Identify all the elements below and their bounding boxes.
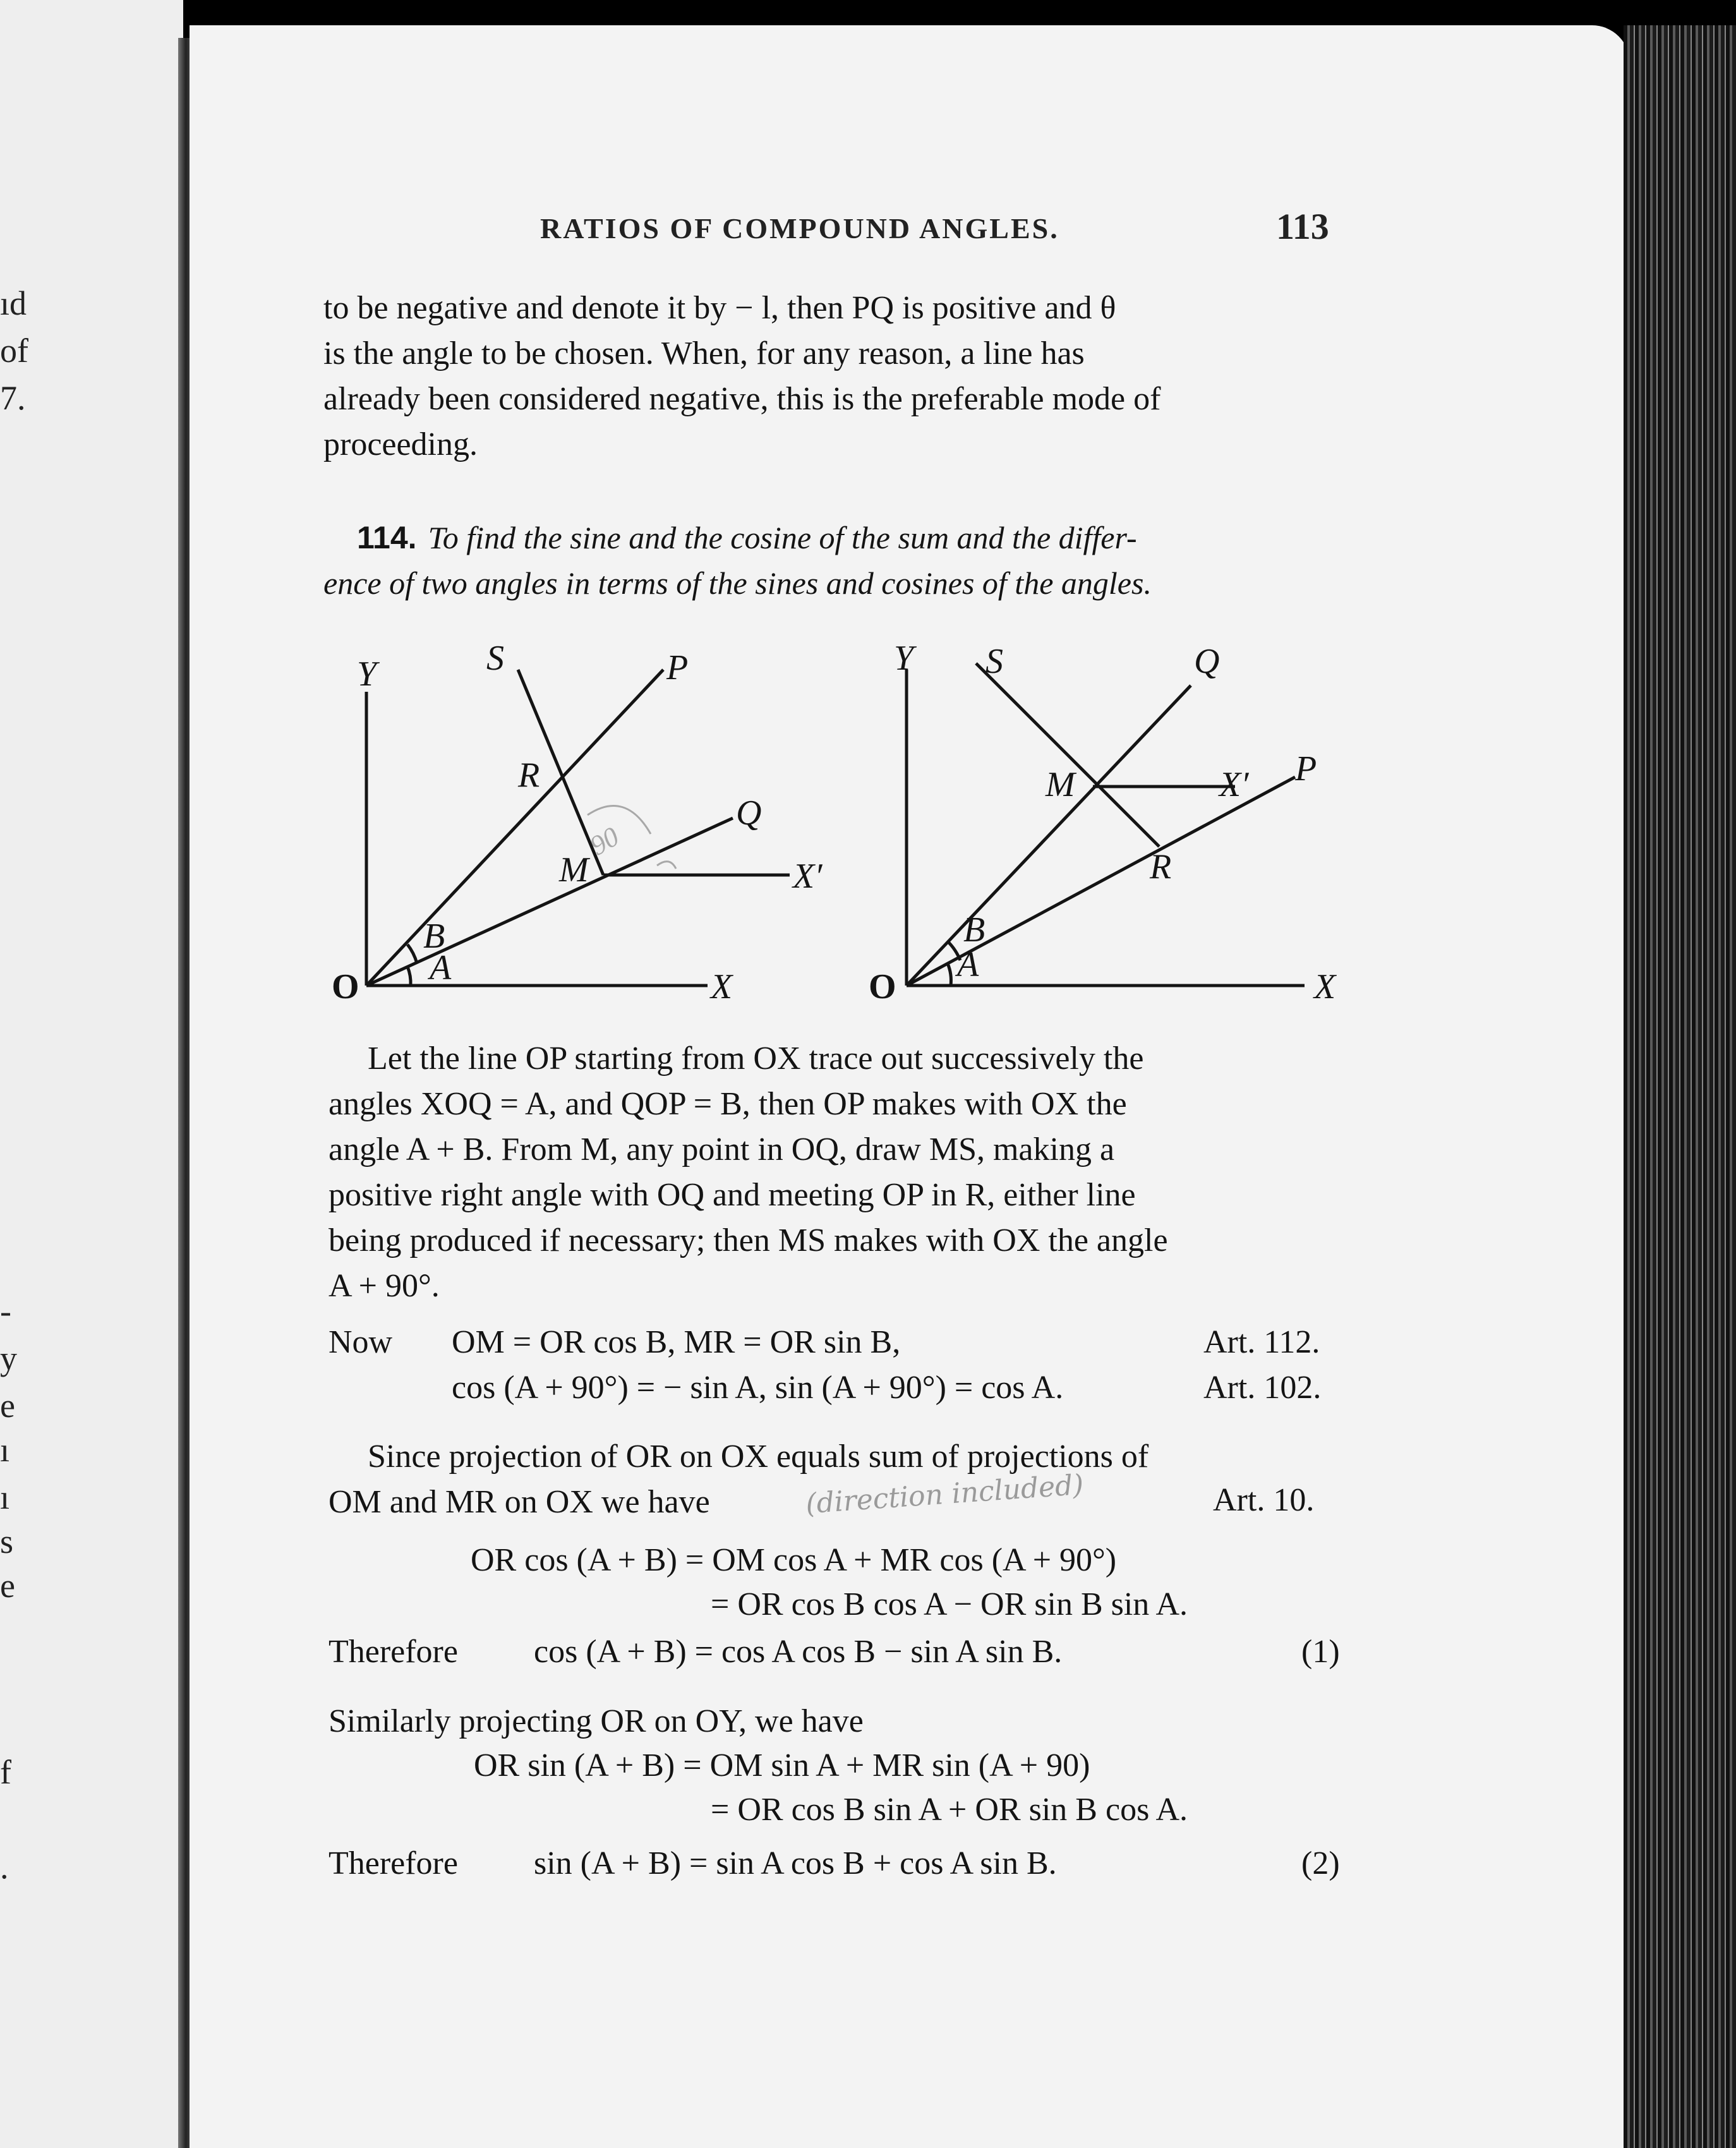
label-m: M: [1046, 765, 1075, 804]
text-line: Since projection of OR on OX equals sum of projections of: [368, 1439, 1149, 1475]
left-angle-b-arc: [407, 944, 417, 963]
label-x-prime: X′: [1219, 765, 1249, 804]
article-title-line: ence of two angles in terms of the sines and cosines of the angles.: [323, 565, 1152, 601]
result-equation: cos (A + B) = cos A cos B − sin A sin B.: [534, 1634, 1063, 1670]
equation: OR cos (A + B) = OM cos A + MR cos (A + 90°): [471, 1542, 1117, 1578]
right-angle-a-arc: [948, 963, 951, 986]
equation: OR sin (A + B) = OM sin A + MR sin (A + 90): [474, 1747, 1090, 1783]
left-fragment: e: [0, 1387, 15, 1425]
result-equation: sin (A + B) = sin A cos B + cos A sin B.: [534, 1845, 1057, 1881]
article-title-line: To find the sine and the cosine of the sum and the differ-: [428, 520, 1137, 555]
running-title: RATIOS OF COMPOUND ANGLES.: [540, 212, 1059, 244]
left-angle-a-arc: [407, 967, 411, 986]
equation: cos (A + 90°) = − sin A, sin (A + 90°) = cos A.: [452, 1370, 1064, 1406]
left-line-oq: [366, 818, 733, 986]
label-o: O: [869, 967, 896, 1006]
label-p: P: [666, 648, 689, 687]
label-y: Y: [357, 655, 377, 694]
label-b: B: [963, 910, 986, 950]
article-reference: Art. 102.: [1203, 1370, 1322, 1406]
now-label: Now: [329, 1324, 393, 1360]
left-fragment: ı: [0, 1431, 10, 1469]
left-fragment: 7.: [0, 379, 26, 417]
label-p: P: [1295, 749, 1317, 788]
label-a: A: [430, 948, 452, 987]
text-line: being produced if necessary; then MS makes with OX the angle: [329, 1222, 1168, 1258]
left-fragment: e: [0, 1567, 15, 1605]
label-x: X: [711, 967, 733, 1006]
article-reference: Art. 10.: [1213, 1482, 1315, 1518]
body-paragraph: [329, 1036, 1349, 1309]
equation-number: (1): [1301, 1634, 1340, 1670]
label-o: O: [332, 967, 359, 1006]
left-fragment: ıd: [0, 284, 27, 322]
label-s: S: [986, 642, 1003, 681]
therefore-label: Therefore: [329, 1845, 458, 1881]
label-b: B: [423, 917, 445, 956]
text-line: is the angle to be chosen. When, for any reason, a line has: [323, 335, 1085, 371]
text-line: angle A + B. From M, any point in OQ, draw MS, making a: [329, 1131, 1115, 1168]
label-a: A: [957, 945, 979, 984]
text-line: proceeding.: [323, 426, 478, 462]
text-line: already been considered negative, this is the preferable mode of: [323, 381, 1161, 417]
therefore-label: Therefore: [329, 1634, 458, 1670]
left-fragment: ı: [0, 1478, 10, 1516]
text-line: angles XOQ = A, and QOP = B, then OP makes with OX the: [329, 1086, 1127, 1122]
text-line: to be negative and denote it by − l, then PQ is positive and θ: [323, 290, 1116, 326]
label-q: Q: [1194, 642, 1220, 681]
label-r: R: [518, 756, 540, 795]
left-line-op: [366, 670, 663, 986]
label-r: R: [1150, 847, 1172, 886]
text-line: OM and MR on OX we have: [329, 1484, 710, 1520]
left-fragment: -: [0, 1292, 11, 1330]
equation: OM = OR cos B, MR = OR sin B,: [452, 1324, 901, 1360]
label-s: S: [486, 639, 504, 678]
text-line: Similarly projecting OR on OY, we have: [329, 1703, 864, 1739]
label-x: X: [1314, 967, 1336, 1006]
left-fragment: y: [0, 1339, 17, 1377]
left-fragment: f: [0, 1753, 11, 1791]
equation-number: (2): [1301, 1845, 1340, 1881]
equation: = OR cos B sin A + OR sin B cos A.: [711, 1792, 1188, 1828]
label-q: Q: [736, 793, 762, 833]
right-line-ms: [976, 663, 1159, 847]
article-reference: Art. 112.: [1203, 1324, 1320, 1360]
left-fragment: of: [0, 332, 28, 370]
handwritten-note: (direction included): [804, 1468, 1085, 1521]
text-line: positive right angle with OQ and meeting OP in R, either line: [329, 1177, 1136, 1213]
page-number: 113: [1276, 206, 1329, 247]
article-number: 114.: [357, 520, 417, 555]
left-fragment: s: [0, 1523, 14, 1560]
left-fragment: .: [0, 1848, 9, 1886]
text-line: A + 90°.: [329, 1268, 440, 1304]
pencil-note: 90: [584, 821, 625, 862]
label-x-prime: X′: [793, 857, 823, 896]
equation: = OR cos B cos A − OR sin B sin A.: [711, 1586, 1188, 1622]
label-y: Y: [894, 639, 914, 678]
text-line: Let the line OP starting from OX trace out successively the: [368, 1041, 1144, 1077]
pencil-tick: [657, 862, 676, 869]
label-m: M: [559, 850, 589, 890]
